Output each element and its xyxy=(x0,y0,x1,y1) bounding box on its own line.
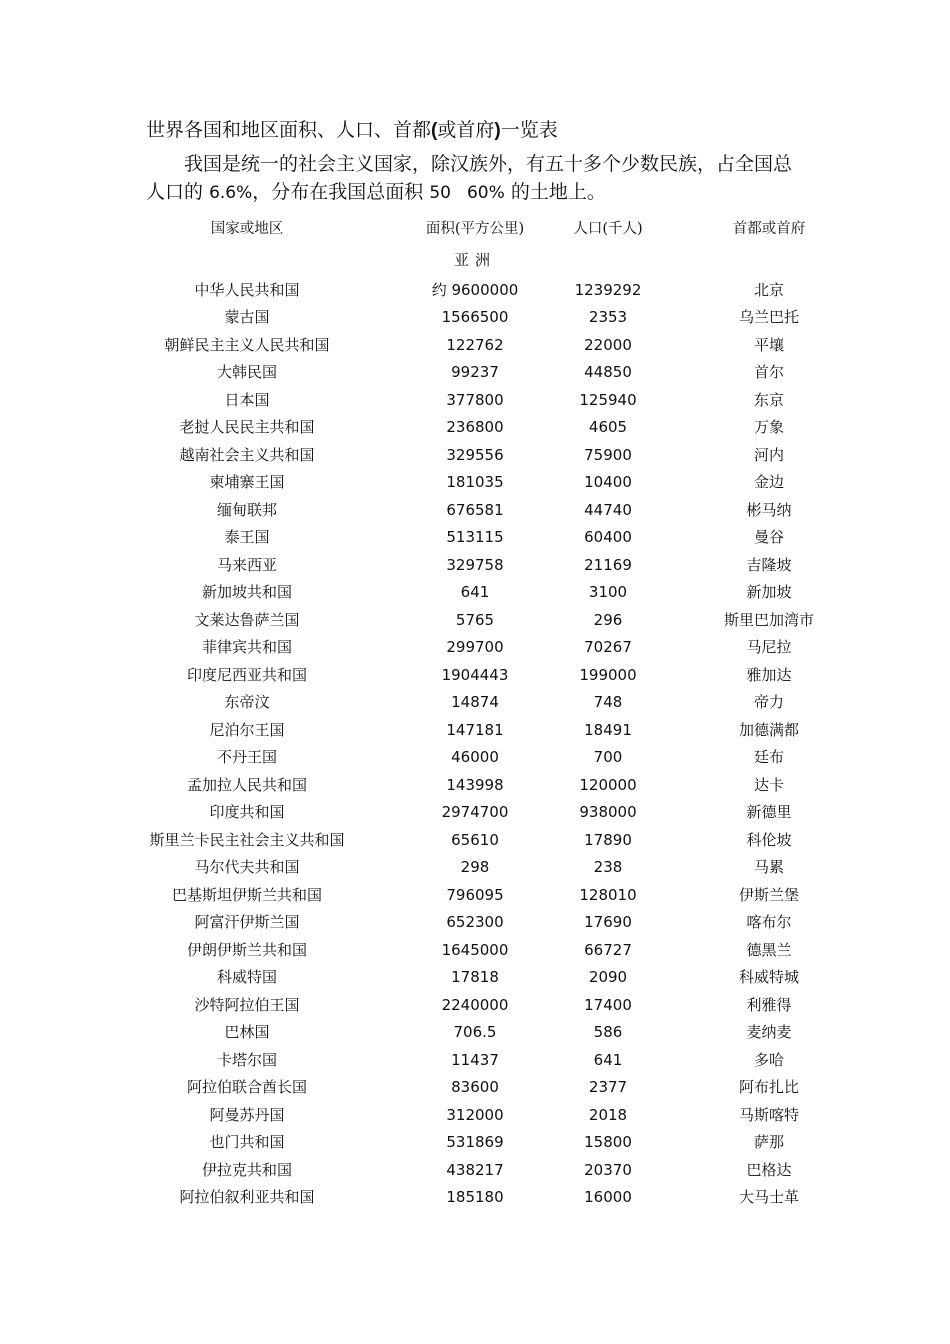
cell-area: 329556 xyxy=(446,445,504,464)
cell-population: 2018 xyxy=(588,1105,628,1124)
cell-population: 16000 xyxy=(584,1188,632,1206)
cell-country: 不丹王国 xyxy=(216,748,277,766)
cell-area: 329758 xyxy=(446,555,504,574)
cell-area: 2240000 xyxy=(441,995,509,1014)
cell-capital: 大马士革 xyxy=(738,1188,799,1206)
cell-area: 83600 xyxy=(451,1078,499,1096)
cell-area: 14874 xyxy=(451,693,499,711)
cell-area: 122762 xyxy=(446,335,504,354)
header-area: 面积(平方公里) xyxy=(425,221,525,237)
cell-capital: 喀布尔 xyxy=(746,913,792,931)
cell-area: 99237 xyxy=(451,363,499,381)
cell-population: 748 xyxy=(593,693,623,711)
cell-capital: 斯里巴加湾市 xyxy=(723,610,814,629)
table-row xyxy=(0,799,950,827)
country-table xyxy=(0,216,950,1212)
cell-capital: 北京 xyxy=(753,280,784,299)
cell-capital: 马尼拉 xyxy=(746,638,792,656)
cell-capital: 科威特城 xyxy=(738,968,799,986)
page-title xyxy=(146,118,558,143)
cell-capital: 金边 xyxy=(753,473,784,491)
cell-population: 238 xyxy=(593,858,623,876)
cell-population: 2090 xyxy=(588,968,628,986)
table-row xyxy=(0,964,950,992)
cell-area: 17818 xyxy=(451,968,499,986)
cell-population: 10400 xyxy=(584,473,632,491)
cell-population: 20370 xyxy=(584,1160,632,1179)
cell-capital: 麦纳麦 xyxy=(746,1023,792,1041)
cell-population: 125940 xyxy=(579,390,637,409)
table-row xyxy=(0,717,950,745)
cell-area: 11437 xyxy=(451,1050,499,1069)
cell-capital: 阿布扎比 xyxy=(738,1078,799,1096)
cell-country: 老挝人民民主共和国 xyxy=(179,418,315,436)
table-row xyxy=(0,992,950,1020)
cell-capital: 新德里 xyxy=(746,803,792,821)
intro-paragraph xyxy=(146,150,816,207)
table-row xyxy=(0,909,950,937)
cell-population: 641 xyxy=(593,1050,623,1069)
cell-population: 4605 xyxy=(588,418,628,436)
table-row xyxy=(0,827,950,855)
cell-population: 128010 xyxy=(579,885,637,904)
cell-area: 46000 xyxy=(451,748,499,766)
cell-population: 17400 xyxy=(584,995,632,1014)
cell-area: 185180 xyxy=(446,1188,504,1206)
cell-population: 700 xyxy=(593,748,623,766)
cell-capital: 科伦坡 xyxy=(746,830,792,849)
cell-capital: 首尔 xyxy=(753,363,784,381)
cell-area: 1566500 xyxy=(441,308,509,326)
cell-area: 377800 xyxy=(446,390,504,409)
cell-country: 巴基斯坦伊斯兰共和国 xyxy=(171,885,322,904)
cell-population: 199000 xyxy=(579,665,637,684)
cell-area: 531869 xyxy=(446,1133,504,1151)
cell-capital: 利雅得 xyxy=(746,995,792,1014)
title-text-pre: 世界各国和地区面积、人口、首都 xyxy=(146,119,432,141)
cell-population: 17690 xyxy=(584,913,632,931)
cell-area: 1645000 xyxy=(441,940,509,959)
cell-capital: 多哈 xyxy=(753,1050,784,1069)
cell-area: 147181 xyxy=(446,720,504,739)
cell-country: 阿曼苏丹国 xyxy=(209,1105,285,1124)
table-row xyxy=(0,1157,950,1185)
table-row xyxy=(0,304,950,332)
table-row xyxy=(0,332,950,360)
cell-area: 796095 xyxy=(446,885,504,904)
cell-capital: 达卡 xyxy=(753,775,784,794)
cell-country: 文莱达鲁萨兰国 xyxy=(194,610,300,629)
cell-country: 伊拉克共和国 xyxy=(201,1160,292,1179)
cell-capital: 伊斯兰堡 xyxy=(738,885,799,904)
table-row xyxy=(0,634,950,662)
cell-population: 1239292 xyxy=(574,280,642,299)
cell-country: 泰王国 xyxy=(224,528,270,546)
cell-country: 日本国 xyxy=(224,390,270,409)
cell-population: 586 xyxy=(593,1023,623,1041)
cell-population: 60400 xyxy=(584,528,632,546)
title-text-mid: 或首府 xyxy=(437,119,495,141)
cell-country: 科威特国 xyxy=(216,968,277,986)
cell-population: 22000 xyxy=(584,335,632,354)
title-paren-close: ) xyxy=(494,120,501,141)
cell-capital: 雅加达 xyxy=(746,665,792,684)
cell-area: 438217 xyxy=(446,1160,504,1179)
table-row xyxy=(0,1184,950,1212)
table-row xyxy=(0,1102,950,1130)
table-row xyxy=(0,689,950,717)
cell-population: 15800 xyxy=(584,1133,632,1151)
cell-country: 中华人民共和国 xyxy=(194,280,300,299)
cell-capital: 彬马纳 xyxy=(746,500,792,519)
cell-capital: 廷布 xyxy=(753,748,784,766)
table-row xyxy=(0,524,950,552)
table-row xyxy=(0,579,950,607)
table-row xyxy=(0,497,950,525)
cell-area: 236800 xyxy=(446,418,504,436)
cell-population: 296 xyxy=(593,610,623,629)
cell-country: 也门共和国 xyxy=(209,1133,285,1151)
table-row xyxy=(0,552,950,580)
cell-capital: 马累 xyxy=(753,858,784,876)
intro-number-1: 50 xyxy=(429,183,451,203)
cell-area: 143998 xyxy=(446,775,504,794)
cell-country: 斯里兰卡民主社会主义共和国 xyxy=(149,830,345,849)
cell-area: 5765 xyxy=(455,610,495,629)
cell-country: 越南社会主义共和国 xyxy=(179,445,315,464)
cell-area: 约 9600000 xyxy=(431,280,519,299)
table-row xyxy=(0,937,950,965)
cell-country: 阿拉伯叙利亚共和国 xyxy=(179,1188,315,1206)
cell-area: 513115 xyxy=(446,528,504,546)
cell-country: 阿拉伯联合酋长国 xyxy=(186,1078,307,1096)
table-row xyxy=(0,1074,950,1102)
cell-capital: 萨那 xyxy=(753,1133,784,1151)
table-row xyxy=(0,1129,950,1157)
cell-population: 18491 xyxy=(584,720,632,739)
cell-country: 柬埔寨王国 xyxy=(209,473,285,491)
table-row xyxy=(0,359,950,387)
intro-number-2: 60% xyxy=(466,183,505,203)
intro-line-1: 我国是统一的社会主义国家，除汉族外，有五十多个少数民族，占全国总 xyxy=(184,153,793,175)
header-population: 人口(千人) xyxy=(573,221,643,237)
cell-area: 299700 xyxy=(446,638,504,656)
table-row xyxy=(0,442,950,470)
table-row xyxy=(0,414,950,442)
cell-capital: 吉隆坡 xyxy=(746,555,792,574)
intro-text-b: ，分布在我国总面积 xyxy=(252,181,424,203)
cell-country: 朝鲜民主主义人民共和国 xyxy=(164,335,330,354)
cell-country: 马尔代夫共和国 xyxy=(194,858,300,876)
cell-population: 938000 xyxy=(579,803,637,821)
region-label: 亚洲 xyxy=(453,250,496,269)
cell-country: 缅甸联邦 xyxy=(216,500,277,519)
cell-area: 298 xyxy=(460,858,490,876)
intro-text-a: 人口的 xyxy=(146,181,204,203)
cell-area: 641 xyxy=(460,583,490,601)
table-row xyxy=(0,277,950,305)
region-row xyxy=(0,244,950,277)
title-text-post: 一览表 xyxy=(500,119,558,141)
cell-country: 印度尼西亚共和国 xyxy=(186,665,307,684)
cell-area: 2974700 xyxy=(441,803,509,821)
cell-country: 马来西亚 xyxy=(216,555,277,574)
cell-population: 2353 xyxy=(588,308,628,326)
table-row xyxy=(0,1047,950,1075)
intro-text-c: 的土地上。 xyxy=(510,181,606,203)
intro-percent: 6.6% xyxy=(209,183,253,203)
cell-area: 312000 xyxy=(446,1105,504,1124)
header-capital: 首都或首府 xyxy=(732,221,806,237)
cell-population: 70267 xyxy=(584,638,632,656)
cell-capital: 曼谷 xyxy=(753,528,784,546)
cell-population: 120000 xyxy=(579,775,637,794)
cell-country: 大韩民国 xyxy=(216,363,277,381)
cell-population: 44740 xyxy=(584,500,632,519)
cell-area: 652300 xyxy=(446,913,504,931)
cell-country: 蒙古国 xyxy=(224,308,270,326)
table-row xyxy=(0,662,950,690)
cell-population: 17890 xyxy=(584,830,632,849)
cell-country: 东帝汶 xyxy=(224,693,270,711)
cell-capital: 加德满都 xyxy=(738,720,799,739)
cell-capital: 帝力 xyxy=(753,693,784,711)
cell-population: 3100 xyxy=(588,583,628,601)
cell-country: 伊朗伊斯兰共和国 xyxy=(186,940,307,959)
cell-capital: 马斯喀特 xyxy=(738,1105,799,1124)
cell-capital: 平壤 xyxy=(753,335,784,354)
cell-country: 新加坡共和国 xyxy=(201,583,292,601)
cell-capital: 巴格达 xyxy=(746,1160,792,1179)
table-row xyxy=(0,607,950,635)
cell-capital: 东京 xyxy=(753,390,784,409)
table-row xyxy=(0,744,950,772)
table-row xyxy=(0,882,950,910)
table-row xyxy=(0,1019,950,1047)
cell-population: 75900 xyxy=(584,445,632,464)
cell-area: 706.5 xyxy=(453,1023,497,1041)
cell-population: 21169 xyxy=(584,555,632,574)
cell-country: 沙特阿拉伯王国 xyxy=(194,995,300,1014)
table-row xyxy=(0,469,950,497)
cell-area: 1904443 xyxy=(441,665,509,684)
cell-country: 卡塔尔国 xyxy=(216,1050,277,1069)
table-row xyxy=(0,772,950,800)
cell-country: 阿富汗伊斯兰国 xyxy=(194,913,300,931)
cell-area: 65610 xyxy=(451,830,499,849)
table-header xyxy=(0,216,950,244)
cell-population: 2377 xyxy=(588,1078,628,1096)
cell-population: 44850 xyxy=(584,363,632,381)
cell-country: 菲律宾共和国 xyxy=(201,638,292,656)
cell-country: 尼泊尔王国 xyxy=(209,720,285,739)
cell-capital: 德黑兰 xyxy=(746,940,792,959)
table-row xyxy=(0,387,950,415)
header-country: 国家或地区 xyxy=(210,221,284,237)
cell-country: 印度共和国 xyxy=(209,803,285,821)
cell-area: 676581 xyxy=(446,500,504,519)
cell-capital: 河内 xyxy=(753,445,784,464)
cell-capital: 乌兰巴托 xyxy=(738,308,799,326)
cell-area: 181035 xyxy=(446,473,504,491)
title-paren-open: ( xyxy=(431,120,438,141)
cell-capital: 新加坡 xyxy=(746,583,792,601)
cell-capital: 万象 xyxy=(753,418,784,436)
cell-country: 巴林国 xyxy=(224,1023,270,1041)
cell-population: 66727 xyxy=(584,940,632,959)
intro-line-2 xyxy=(146,178,816,207)
cell-country: 孟加拉人民共和国 xyxy=(186,775,307,794)
table-row xyxy=(0,854,950,882)
